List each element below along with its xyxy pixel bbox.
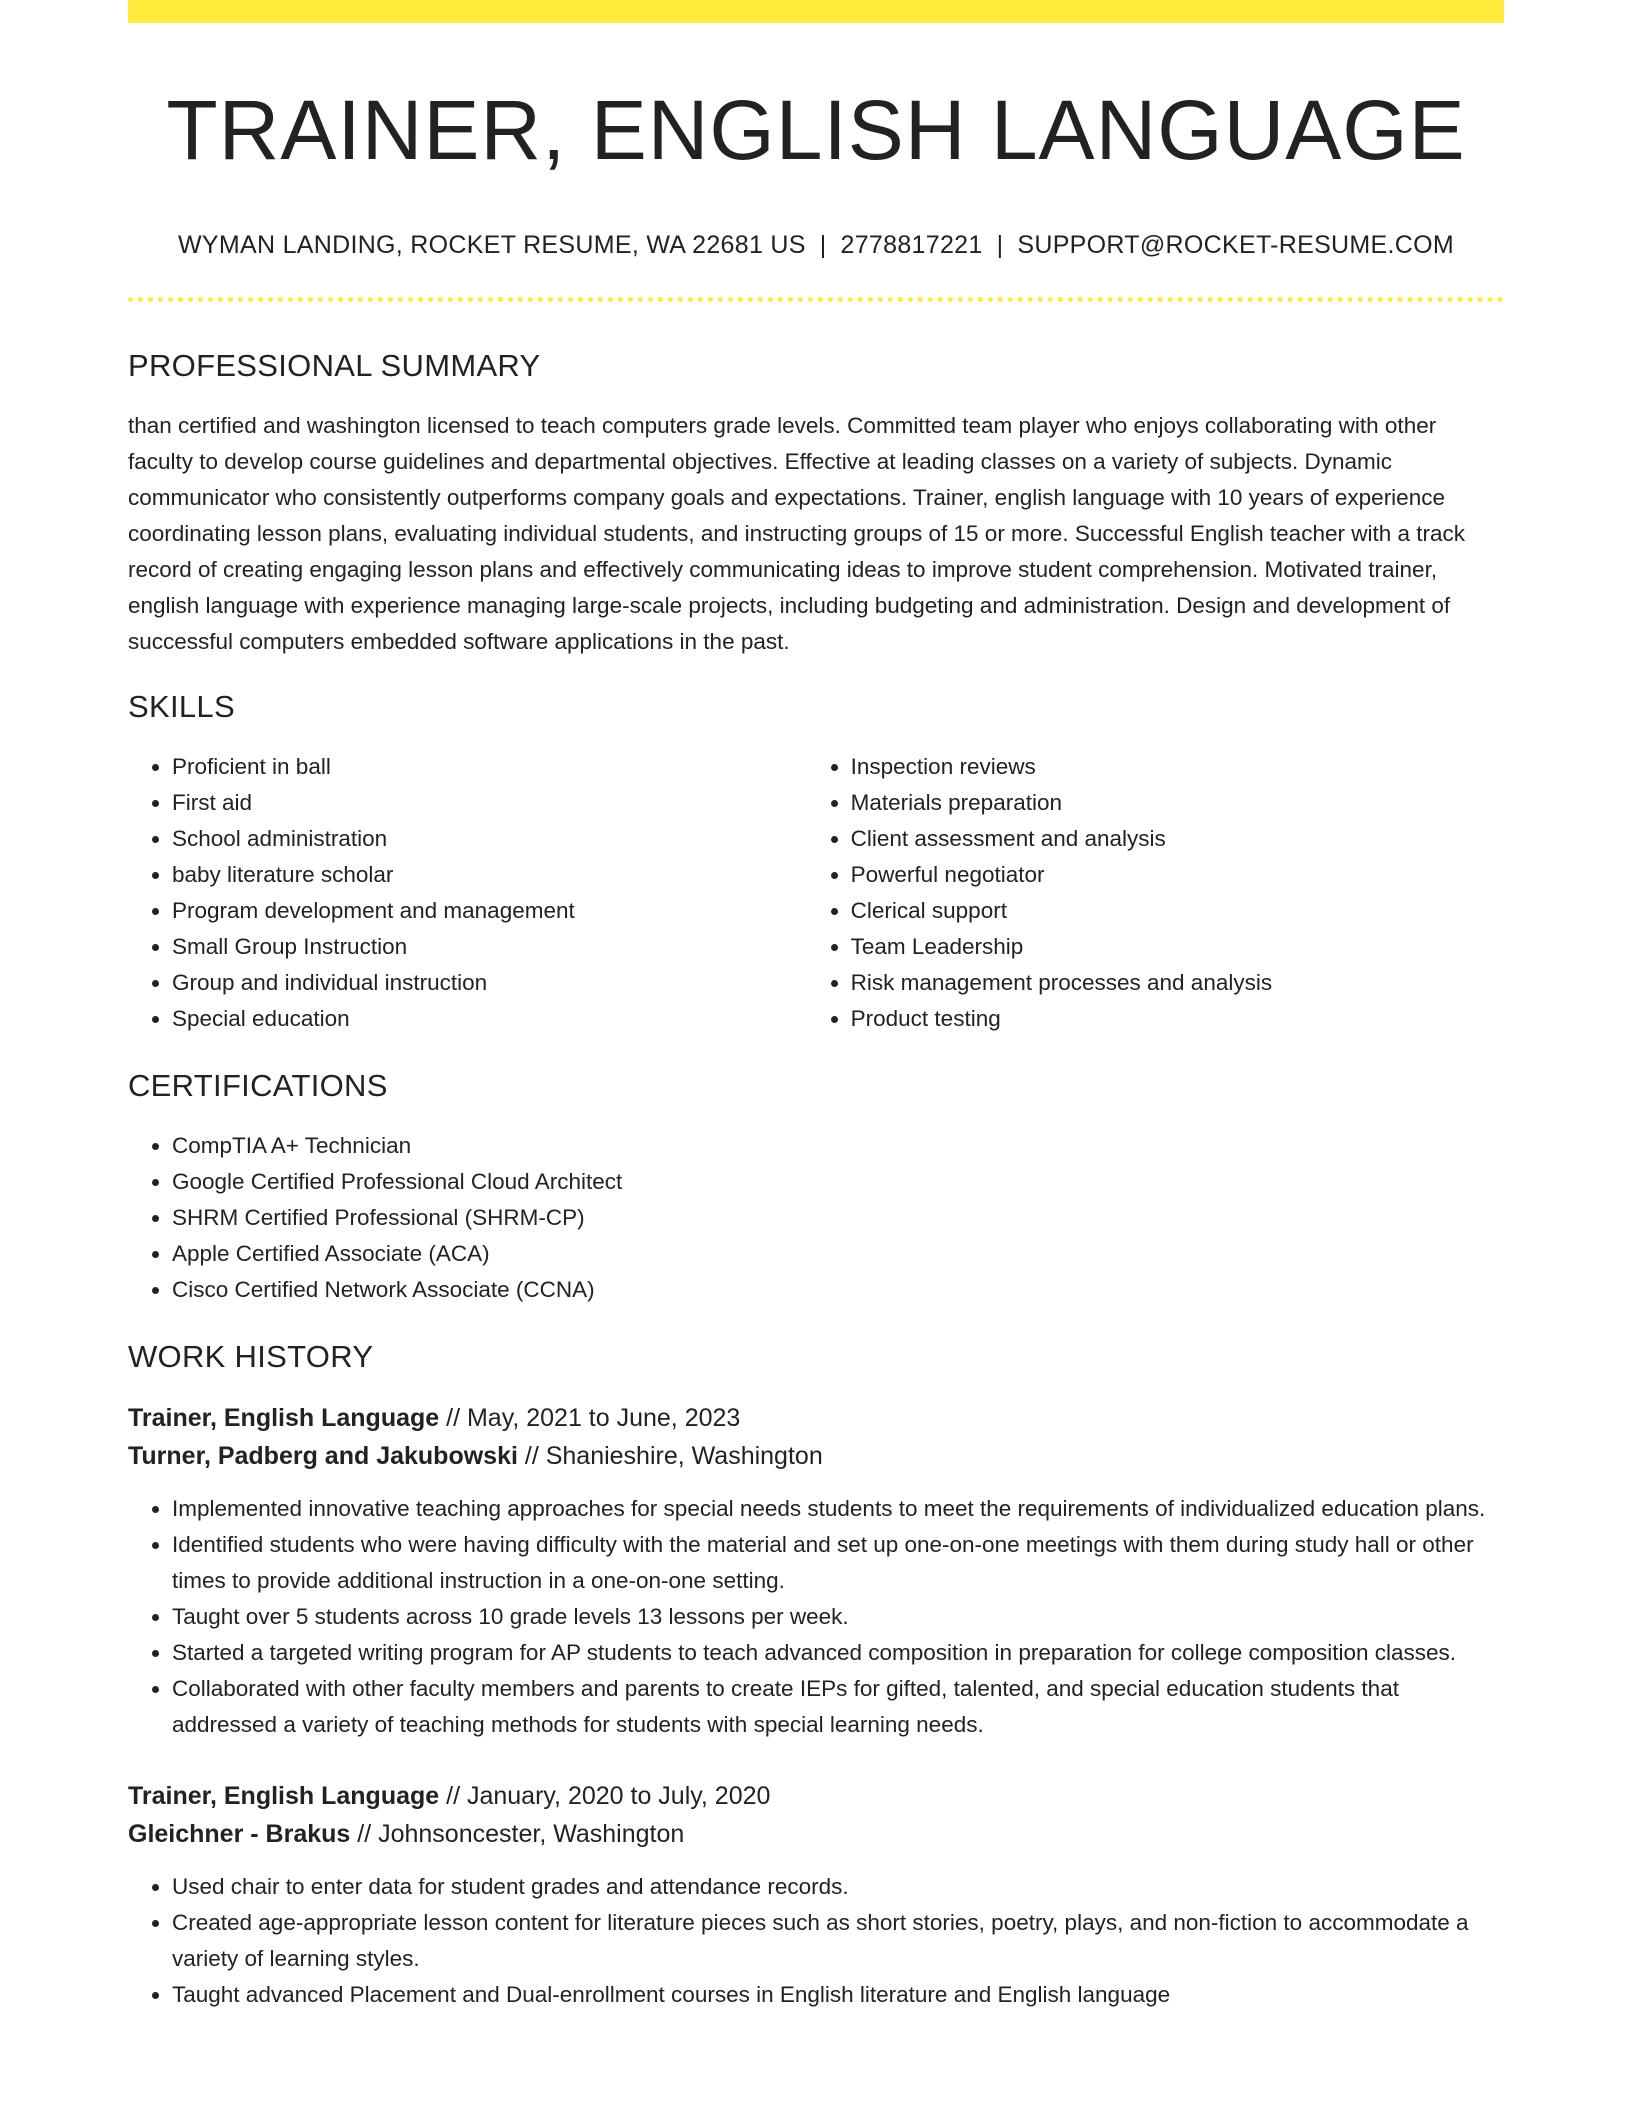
skill-item: • Clerical support — [851, 893, 1504, 929]
work-history-heading: WORK HISTORY — [128, 1339, 374, 1374]
skill-item: • Risk management processes and analysis — [851, 965, 1504, 1001]
job-bullet: • Taught over 5 students across 10 grade levels 13 lessons per week. — [172, 1599, 1504, 1635]
resume-content — [128, 23, 1504, 2013]
skill-item: • Special education — [172, 1001, 807, 1037]
job-dates: // January, 2020 to July, 2020 — [439, 1782, 771, 1810]
job-title-line — [128, 1399, 1504, 1437]
job-location: // Shanieshire, Washington — [517, 1442, 823, 1470]
job-bullet: • Created age-appropriate lesson content for literature pieces such as short stories, poetry, plays, and non-fiction to accommodate a variety of learning styles. — [172, 1905, 1504, 1977]
skill-item: • Group and individual instruction — [172, 965, 807, 1001]
skills-heading: SKILLS — [128, 689, 235, 724]
skill-item: • Team Leadership — [851, 929, 1504, 965]
skill-item: • Materials preparation — [851, 785, 1504, 821]
job-company-line — [128, 1437, 1504, 1475]
job-bullet: • Started a targeted writing program for AP students to teach advanced composition in preparation for college composition classes. — [172, 1635, 1504, 1671]
job-title-line — [128, 1777, 1504, 1815]
contact-separator: | — [819, 231, 827, 259]
skill-item: • Inspection reviews — [851, 749, 1504, 785]
job-location: // Johnsoncester, Washington — [350, 1820, 685, 1848]
skill-item: • School administration — [172, 821, 807, 857]
job-role: Trainer, English Language — [128, 1404, 440, 1432]
job-company: Turner, Padberg and Jakubowski — [128, 1442, 518, 1470]
contact-address: WYMAN LANDING, ROCKET RESUME, WA 22681 US — [178, 231, 806, 259]
job-bullet: • Collaborated with other faculty members and parents to create IEPs for gifted, talented, and special education students that addressed a variety of teaching methods for students with special learning needs. — [172, 1671, 1504, 1743]
contact-email: SUPPORT@ROCKET-RESUME.COM — [1017, 231, 1454, 259]
job-bullet-list — [128, 1869, 1504, 2013]
job-dates: // May, 2021 to June, 2023 — [439, 1404, 741, 1432]
job-role: Trainer, English Language — [128, 1782, 440, 1810]
skill-item: • Proficient in ball — [172, 749, 807, 785]
header-divider — [128, 297, 1504, 302]
skill-item: • Powerful negotiator — [851, 857, 1504, 893]
job-entry — [128, 1399, 1504, 1743]
skill-item: • Product testing — [851, 1001, 1504, 1037]
job-company: Gleichner - Brakus — [128, 1820, 351, 1848]
skill-item: • baby literature scholar — [172, 857, 807, 893]
certifications-heading: CERTIFICATIONS — [128, 1068, 388, 1103]
skills-list-left — [128, 749, 807, 1037]
certification-item: • Google Certified Professional Cloud Architect — [172, 1164, 1504, 1200]
certification-item: • CompTIA A+ Technician — [172, 1128, 1504, 1164]
contact-line — [128, 228, 1504, 262]
certification-item: • Cisco Certified Network Associate (CCNA) — [172, 1272, 1504, 1308]
job-bullet: • Identified students who were having difficulty with the material and set up one-on-one meetings with them during study hall or other times to provide additional instruction in a one-on-one setting. — [172, 1527, 1504, 1599]
job-bullet-list — [128, 1491, 1504, 1743]
skills-list-right — [807, 749, 1504, 1037]
skill-item: • Program development and management — [172, 893, 807, 929]
skill-item: • Client assessment and analysis — [851, 821, 1504, 857]
job-company-line — [128, 1815, 1504, 1853]
job-bullet: • Implemented innovative teaching approaches for special needs students to meet the requirements of individualized education plans. — [172, 1491, 1504, 1527]
certification-item: • Apple Certified Associate (ACA) — [172, 1236, 1504, 1272]
accent-bar — [128, 0, 1504, 23]
summary-heading: PROFESSIONAL SUMMARY — [128, 348, 541, 383]
skill-item: • First aid — [172, 785, 807, 821]
job-bullet: • Used chair to enter data for student grades and attendance records. — [172, 1869, 1504, 1905]
contact-separator: | — [996, 231, 1004, 259]
job-bullet: • Taught advanced Placement and Dual-enrollment courses in English literature and English language — [172, 1977, 1504, 2013]
skills-columns — [128, 749, 1504, 1037]
resume-name: TRAINER, ENGLISH LANGUAGE — [166, 83, 1466, 177]
skill-item: • Small Group Instruction — [172, 929, 807, 965]
job-entry — [128, 1777, 1504, 2013]
contact-phone: 2778817221 — [840, 231, 983, 259]
certification-item: • SHRM Certified Professional (SHRM-CP) — [172, 1200, 1504, 1236]
summary-text: than certified and washington licensed to teach computers grade levels. Committed team player who enjoys collaborating with other faculty to develop course guidelines and departmental objectives. Effective at leading classes on a variety of subjects. Dynamic communicator who consistently outperforms company goals and expectations. Trainer, english language with 10 years of experience coordinating lesson plans, evaluating individual students, and instructing groups of 15 or more. Successful English teacher with a track record of creating engaging lesson plans and effectively communicating ideas to improve student comprehension. Motivated trainer, english language with experience managing large-scale projects, including budgeting and administration. Design and development of successful computers embedded software applications in the past. — [128, 413, 1466, 654]
certifications-list — [128, 1128, 1504, 1308]
